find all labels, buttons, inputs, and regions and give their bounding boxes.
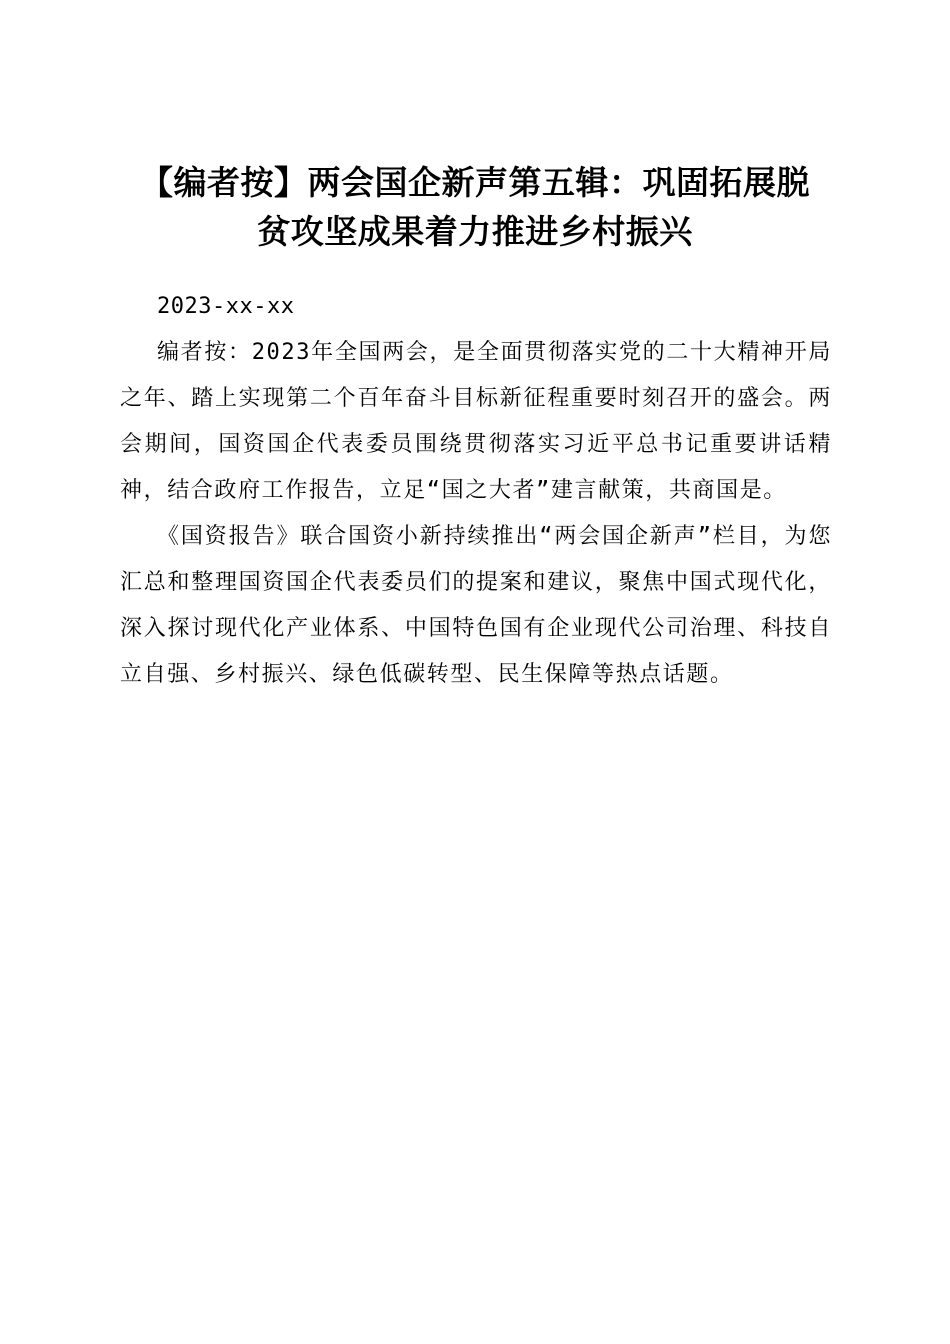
- paragraph-column-intro: 《国资报告》联合国资小新持续推出“两会国企新声”栏目，为您汇总和整理国资国企代表委员们的提案和建议，聚焦中国式现代化，深入探讨现代化产业体系、中国特色国有企业现代公司治理、科技自立自强、乡村振兴、绿色低碳转型、民生保障等热点话题。: [120, 524, 832, 687]
- publish-date: 2023-xx-xx: [157, 294, 295, 319]
- paragraph-editor-note: 编者按：2023年全国两会，是全面贯彻落实党的二十大精神开局之年、踏上实现第二个百年奋斗目标新征程重要时刻召开的盛会。两会期间，国资国企代表委员围绕贯彻落实习近平总书记重要讲话精神，结合政府工作报告，立足“国之大者”建言献策，共商国是。: [120, 340, 832, 503]
- document-body: [120, 284, 832, 698]
- document-title: [110, 158, 840, 256]
- title-line-2: 贫攻坚成果着力推进乡村振兴: [257, 212, 693, 252]
- title-line-1: 【编者按】两会国企新声第五辑：巩固拓展脱: [140, 163, 810, 203]
